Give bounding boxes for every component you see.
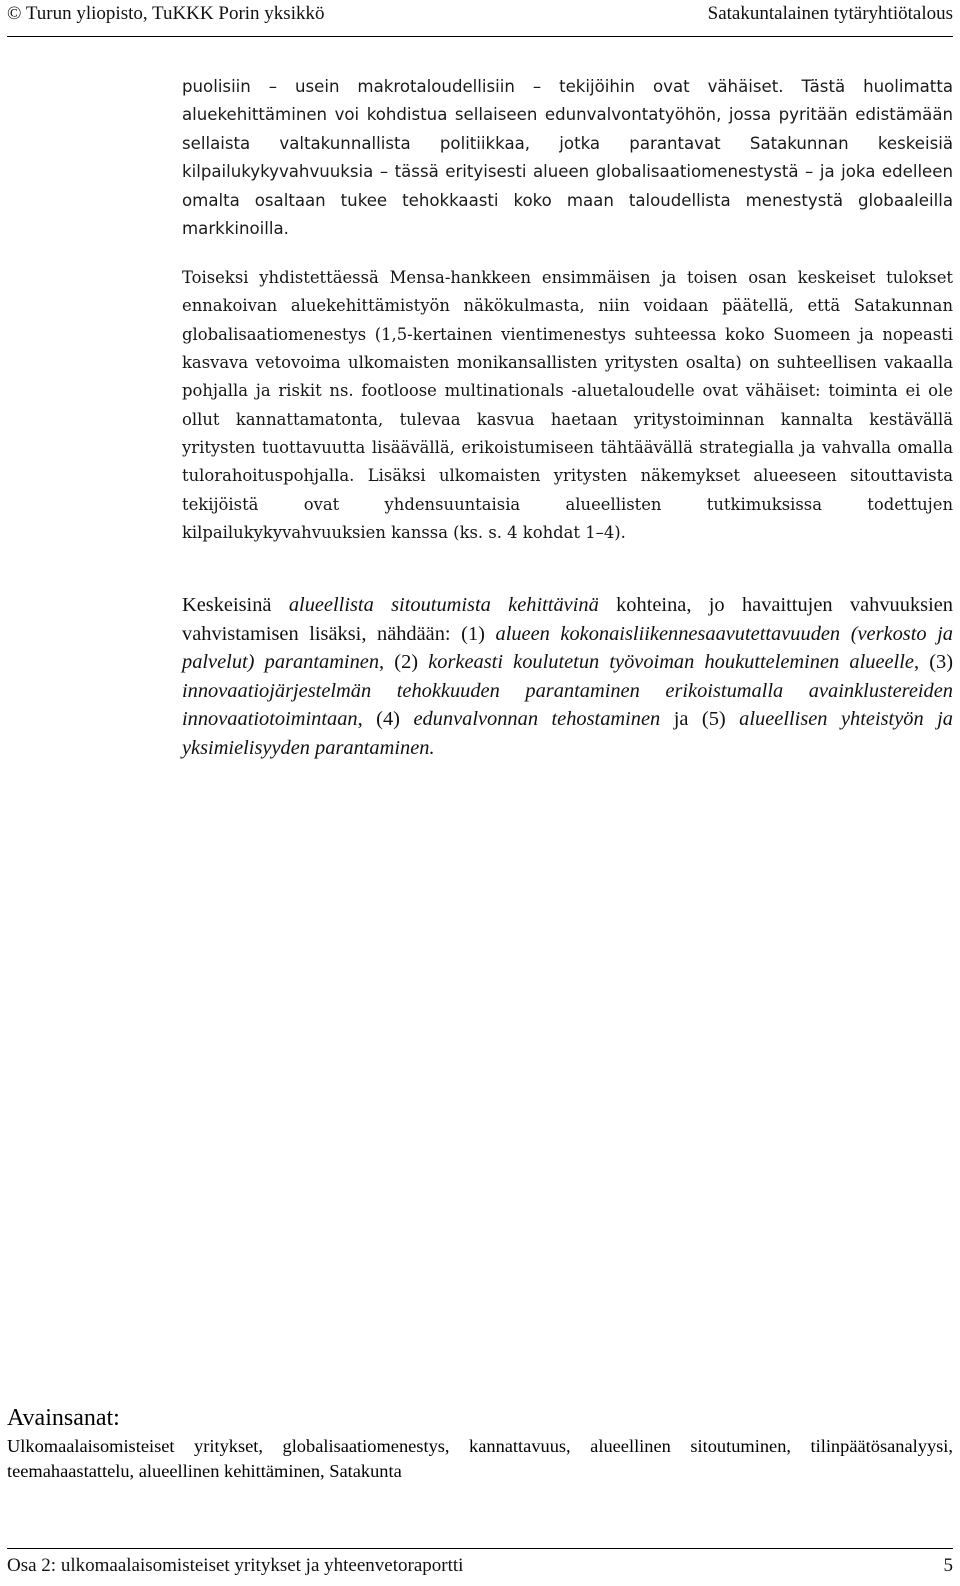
- footer-left-text: Osa 2: ulkomaalaisomisteiset yritykset ja yhteenvetoraportti: [7, 1555, 464, 1576]
- keywords-section: [7, 1404, 953, 1484]
- p3-emphasis: alueellista sitoutumista kehittävinä: [288, 594, 599, 616]
- p3-text: , (4): [357, 708, 414, 730]
- p3-text: kohteina, jo havaittujen vahvuuksien vahvistamisen lisäksi, nähdään: (1): [182, 594, 953, 645]
- p3-text: Keskeisinä: [182, 594, 289, 616]
- p3-text: ja (5): [660, 708, 740, 730]
- paragraph-1: puolisiin – usein makrotaloudellisiin – tekijöihin ovat vähäiset. Tästä huolimatta aluekehittäminen voi kohdistua sellaiseen edunvalvontatyöhön, jossa pyritään edistämään sellaista valtakunnallista politiikkaa, jotka parantavat Satakunnan keskeisiä kilpailukykyvahvuuksia – tässä erityisesti alueen globalisaatiomenestystä – ja joka edelleen omalta osaltaan tukee tehokkaasti koko maan taloudellista menestystä globaaleilla markkinoilla.: [182, 77, 953, 239]
- p3-text: , (2): [379, 651, 429, 673]
- header-right-text: Satakuntalainen tytäryhtiötalous: [707, 3, 953, 24]
- keywords-heading: Avainsanat:: [7, 1405, 120, 1431]
- page-header: [7, 0, 953, 37]
- p3-emphasis: alueen kokonaisliikennesaavutettavuuden (verkosto ja palvelut) parantaminen: [182, 622, 953, 673]
- p3-emphasis: korkeasti koulutetun työvoiman houkutteleminen alueelle: [428, 651, 914, 673]
- page-footer: [7, 1548, 953, 1581]
- page-number: 5: [943, 1555, 953, 1576]
- header-left-text: © Turun yliopisto, TuKKK Porin yksikkö: [7, 3, 325, 24]
- paragraph-2: Toiseksi yhdistettäessä Mensa-hankkeen ensimmäisen ja toisen osan keskeiset tulokset ennakoivan aluekehittämistyön näkökulmasta, niin voidaan päätellä, että Satakunnan globalisaatiomenestys (1,5-kertainen vientimenestys suhteessa koko Suomeen ja nopeasti kasvava vetovoima ulkomaisten monikansallisten yritysten osalta) on suhteellisen vakaalla pohjalla ja riskit ns. footloose multinationals -aluetaloudelle ovat vähäiset: toiminta ei ole ollut kannattamatonta, tulevaa kasvua haetaan yritystoiminnan kannalta kestävällä yritysten tuottavuutta lisäävällä, erikoistumiseen tähtäävällä strategialla ja vahvalla omalla tulorahoituspohjalla. Lisäksi ulkomaisten yritysten näkemykset alueeseen sitouttavista tekijöistä ovat yhdensuuntaisia alueellisten tutkimuksissa todettujen kilpailukykyvahvuuksien kanssa (ks. s. 4 kohdat 1–4).: [182, 268, 953, 543]
- p3-emphasis: innovaatiojärjestelmän tehokkuuden parantaminen erikoistumalla avainklustereiden innovaatiotoimintaan: [182, 679, 953, 730]
- p3-emphasis: alueellisen yhteistyön ja yksimielisyyden parantaminen.: [182, 708, 953, 759]
- keywords-text: Ulkomaalaisomisteiset yritykset, globalisaatiomenestys, kannattavuus, alueellinen sitoutuminen, tilinpäätösanalyysi, teemahaastattelu, alueellinen kehittäminen, Satakunta: [7, 1436, 953, 1481]
- p3-emphasis: edunvalvonnan tehostaminen: [413, 708, 661, 730]
- paragraph-3: [182, 591, 953, 762]
- p3-text: , (3): [913, 651, 953, 673]
